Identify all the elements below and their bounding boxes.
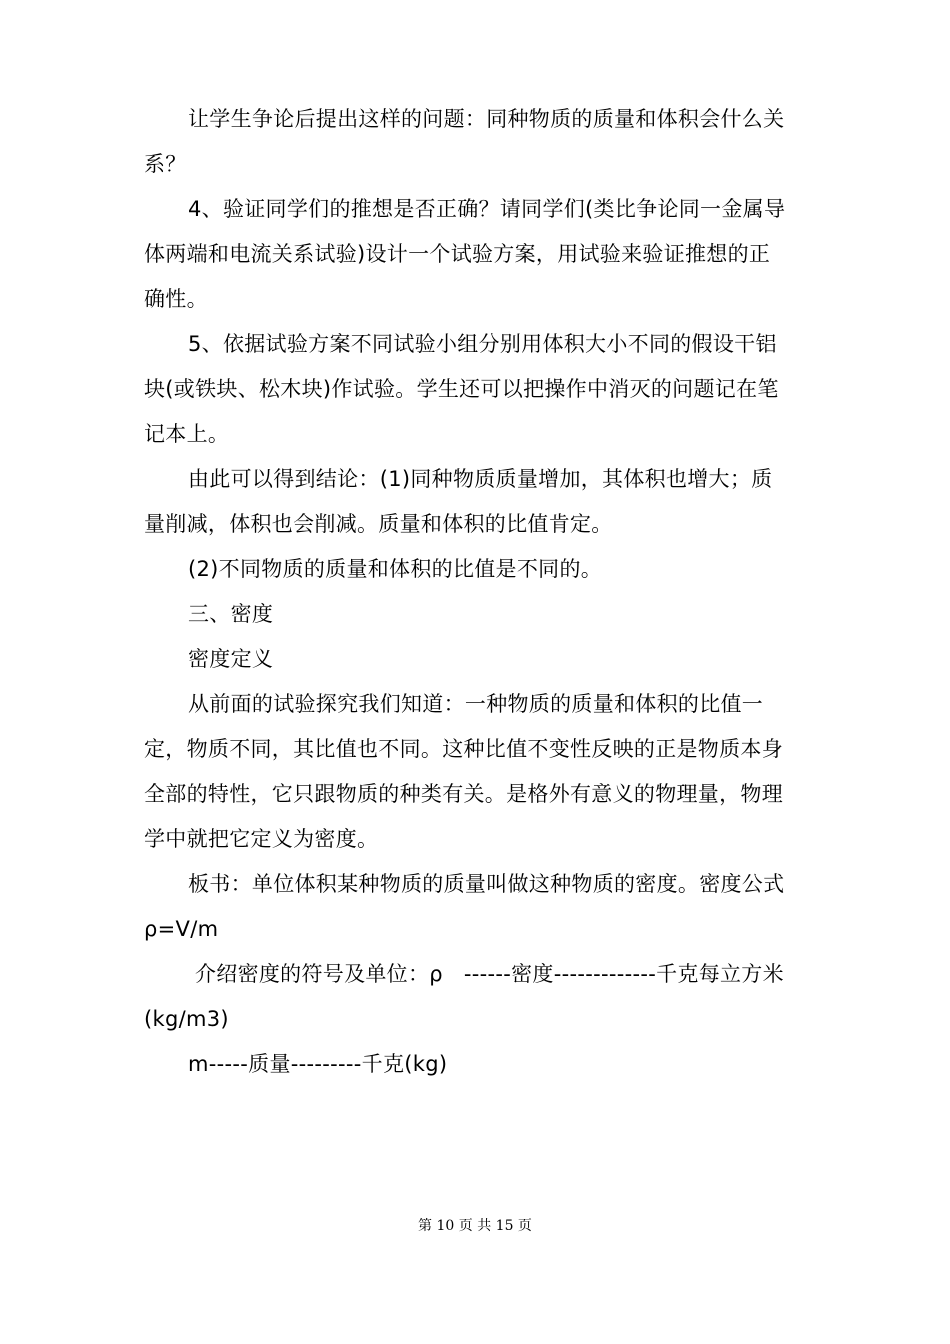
paragraph-line: 体两端和电流关系试验)设计一个试验方案，用试验来验证推想的正 [144,242,771,266]
paragraph-line: m-----质量---------千克(kg) [188,1052,448,1076]
paragraph-line: (2)不同物质的质量和体积的比值是不同的。 [188,557,603,581]
subsection-heading: 密度定义 [188,647,274,671]
paragraph-line: (kg/m3) [144,1007,229,1031]
paragraph-line: 记本上。 [144,422,230,446]
section-heading: 三、密度 [188,602,274,626]
paragraph-line: 介绍密度的符号及单位：ρ ------密度-------------千克每立方米 [188,962,784,986]
formula-line: ρ=V/m [144,917,219,941]
paragraph-line: 让学生争论后提出这样的问题：同种物质的质量和体积会什么关 [188,107,785,131]
paragraph-line: 确性。 [144,287,208,311]
paragraph-line: 从前面的试验探究我们知道：一种物质的质量和体积的比值一 [188,692,764,716]
paragraph-line: 量削减，体积也会削减。质量和体积的比值肯定。 [144,512,613,536]
paragraph-line: 定，物质不同，其比值也不同。这种比值不变性反映的正是物质本身 [144,737,783,761]
paragraph-line: 4、验证同学们的推想是否正确？请同学们(类比争论同一金属导 [188,197,786,221]
paragraph-line: 系？ [144,152,187,176]
paragraph-line: 板书：单位体积某种物质的质量叫做这种物质的密度。密度公式 [188,872,785,896]
paragraph-line: 块(或铁块、松木块)作试验。学生还可以把操作中消灭的问题记在笔 [144,377,779,401]
paragraph-line: 学中就把它定义为密度。 [144,827,379,851]
page-number-footer: 第 10 页 共 15 页 [418,1218,532,1234]
paragraph-line: 全部的特性，它只跟物质的种类有关。是格外有意义的物理量，物理 [144,782,783,806]
paragraph-line: 5、依据试验方案不同试验小组分别用体积大小不同的假设干铝 [188,332,777,356]
paragraph-line: 由此可以得到结论：(1)同种物质质量增加，其体积也增大；质 [188,467,773,491]
